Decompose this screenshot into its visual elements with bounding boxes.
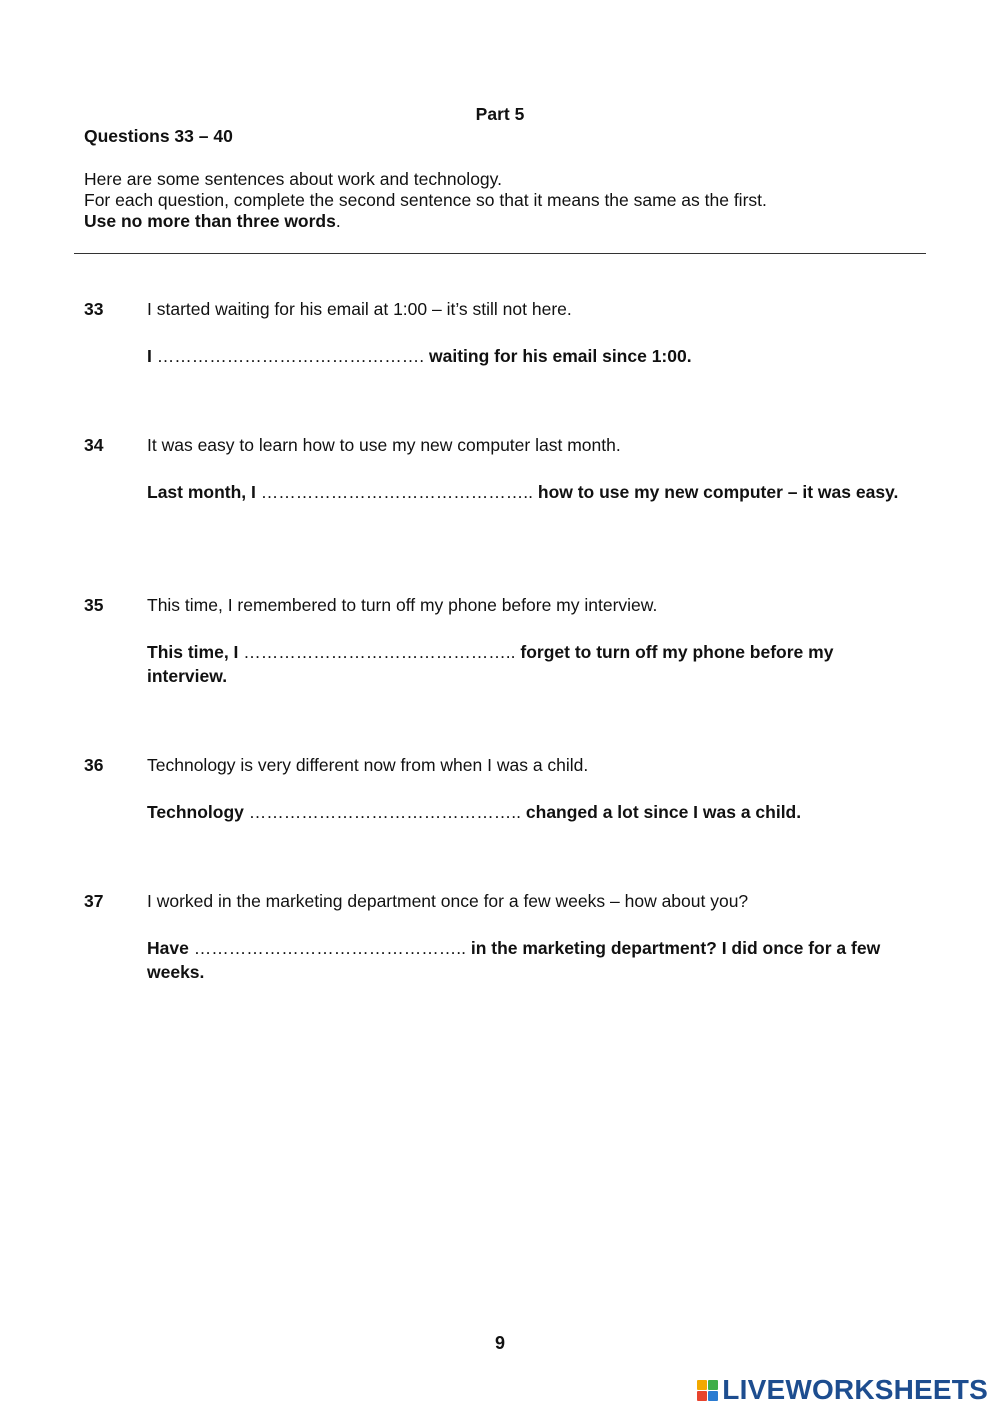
instructions: [84, 169, 767, 232]
instruction-bold: Use no more than three words: [84, 211, 336, 231]
logo-tile: [697, 1380, 707, 1390]
answer-blank[interactable]: ………………………………………..: [243, 642, 516, 662]
answer-start: Technology: [147, 802, 244, 822]
answer-sentence: [147, 480, 907, 504]
instruction-line-1: Here are some sentences about work and technology.: [84, 169, 502, 189]
divider: [74, 253, 926, 254]
liveworksheets-logo[interactable]: [697, 1374, 988, 1406]
question-number: 37: [84, 891, 104, 911]
answer-start: This time, I: [147, 642, 239, 662]
instruction-end: .: [335, 211, 341, 231]
answer-blank[interactable]: ………………………………………..: [248, 802, 522, 822]
question-prompt: Technology is very different now from when I was a child.: [147, 755, 589, 775]
answer-sentence: [147, 344, 907, 368]
page-number: 9: [494, 1333, 505, 1353]
logo-tile: [708, 1380, 718, 1390]
answer-start: Have: [147, 938, 189, 958]
logo-tile: [708, 1391, 718, 1401]
answer-start: Last month, I: [147, 482, 256, 502]
answer-end: how to use my new computer – it was easy.: [537, 482, 899, 502]
question-prompt: This time, I remembered to turn off my phone before my interview.: [147, 595, 658, 615]
answer-start: I: [147, 346, 152, 366]
answer-sentence: [147, 936, 907, 984]
logo-tile: [697, 1391, 707, 1401]
question-prompt: I started waiting for his email at 1:00 – it’s still not here.: [147, 299, 572, 319]
question-prompt: I worked in the marketing department once for a few weeks – how about you?: [147, 891, 749, 911]
logo-tiles-icon: [697, 1380, 718, 1401]
answer-blank[interactable]: ………………………………………..: [260, 482, 533, 502]
answer-end: forget to turn off my phone before my interview.: [147, 642, 834, 686]
instruction-line-2: For each question, complete the second sentence so that it means the same as the first.: [84, 190, 767, 210]
question-number: 33: [84, 299, 104, 319]
answer-end: changed a lot since I was a child.: [525, 802, 802, 822]
part-title: Part 5: [475, 104, 525, 124]
answer-blank[interactable]: ………………………………………..: [193, 938, 466, 958]
question-number: 35: [84, 595, 104, 615]
question-prompt: It was easy to learn how to use my new computer last month.: [147, 435, 621, 455]
answer-end: in the marketing department? I did once for a few weeks.: [147, 938, 881, 982]
answer-blank[interactable]: ……………………………………….: [156, 346, 425, 366]
answer-sentence: [147, 800, 907, 824]
question-number: 34: [84, 435, 104, 455]
answer-sentence: [147, 640, 907, 688]
logo-text: LIVEWORKSHEETS: [722, 1374, 988, 1405]
question-number: 36: [84, 755, 104, 775]
instruction-line-3: [84, 211, 767, 232]
answer-end: waiting for his email since 1:00.: [429, 346, 692, 366]
question-range-heading: Questions 33 – 40: [84, 126, 233, 146]
